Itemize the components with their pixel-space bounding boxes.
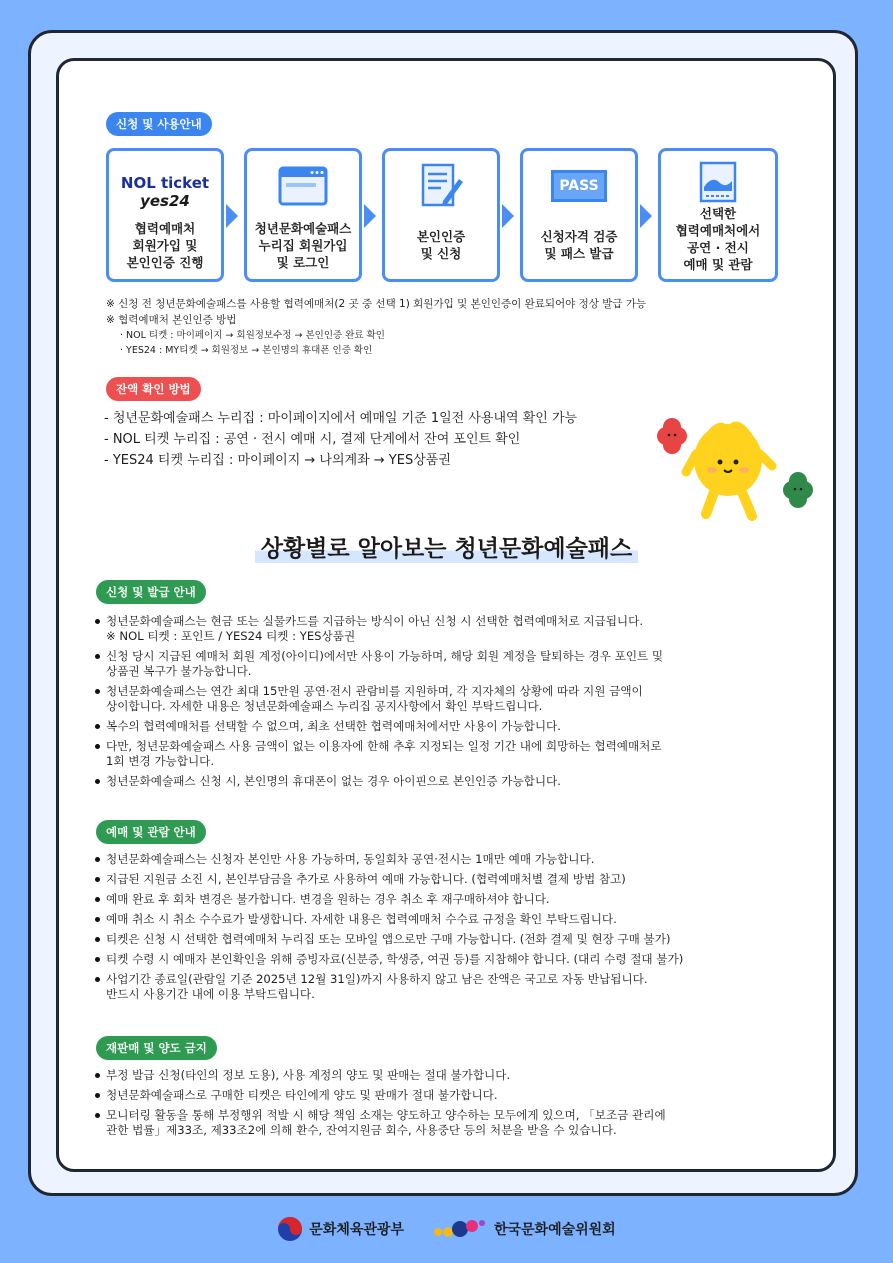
resale-list <box>94 1068 784 1143</box>
mascot-illustration <box>648 410 820 530</box>
sub-note-line: · NOL 티켓 : 마이페이지 → 회원정보수정 → 본인인증 완료 확인 <box>120 330 385 341</box>
ticket-image-icon <box>661 159 775 205</box>
process-steps <box>106 148 778 284</box>
list-item: 예매 취소 시 취소 수수료가 발생합니다. 자세한 내용은 협력예매처 수수료 규정을 확인 부탁드립니다. <box>94 912 784 927</box>
balance-item: - YES24 티켓 누리집 : 마이페이지 → 나의계좌 → YES상품권 <box>104 453 451 468</box>
green-flower-icon <box>783 472 813 508</box>
red-flower-icon <box>657 418 687 454</box>
list-item: 복수의 협력예매처를 선택할 수 없으며, 최초 선택한 협력예매처에서만 사용이 가능합니다. <box>94 719 784 734</box>
arko-logo <box>432 1218 616 1240</box>
section-title-balance: 잔액 확인 방법 <box>106 377 201 401</box>
list-item: 신청 당시 지급된 예매처 회원 계정(아이디)에서만 사용이 가능하며, 해당 회원 계정을 탈퇴하는 경우 포인트 및 상품권 복구가 불가능합니다. <box>94 649 784 679</box>
list-item: 다만, 청년문화예술패스 사용 금액이 없는 이용자에 한해 추후 지정되는 일정 기간 내에 희망하는 협력예매처로 1회 변경 가능합니다. <box>94 739 784 769</box>
arko-name: 한국문화예술위원회 <box>493 1222 616 1238</box>
main-title-text: 상황별로 알아보는 청년문화예술패스 <box>255 530 639 563</box>
arko-dots-icon <box>432 1218 488 1240</box>
mcst-name: 문화체육관광부 <box>309 1222 404 1238</box>
sub-note-line: · YES24 : MY티켓 → 회원정보 → 본인명의 휴대폰 인증 확인 <box>120 345 373 356</box>
list-item: 청년문화예술패스는 현금 또는 실물카드를 지급하는 방식이 아닌 신청 시 선택한 협력예매처로 지급됩니다. ※ NOL 티켓 : 포인트 / YES24 티켓 : YES상품권 <box>94 614 784 644</box>
note-line: ※ 협력예매처 본인인증 방법 <box>106 314 237 326</box>
list-item: 모니터링 활동을 통해 부정행위 적발 시 해당 책임 소재는 양도하고 양수하는 모두에게 있으며, 「보조금 관리에 관한 법률」제33조, 제33조2에 의해 환수, 잔여지원금 회수, 사용중단 등의 처분을 받을 수 있습니다. <box>94 1108 784 1138</box>
nol-yes24-logo <box>109 169 221 215</box>
balance-list <box>104 408 577 471</box>
step-arrow-icon <box>640 204 652 228</box>
footer-logos <box>0 1214 893 1244</box>
step-5-card <box>658 148 778 282</box>
list-item: 티켓 수령 시 예매자 본인확인을 위해 증빙자료(신분증, 학생증, 여권 등)를 지참해야 합니다. (대리 수령 절대 불가) <box>94 952 784 967</box>
document-pen-icon <box>385 163 497 209</box>
step-1-card <box>106 148 224 282</box>
booking-list <box>94 852 784 1007</box>
section-title-apply-guide: 신청 및 사용안내 <box>106 112 212 136</box>
step-arrow-icon <box>502 204 514 228</box>
section-title-resale: 재판매 및 양도 금지 <box>96 1036 217 1060</box>
list-item: 지급된 지원금 소진 시, 본인부담금을 추가로 사용하여 예매 가능합니다. (협력예매처별 결제 방법 참고) <box>94 872 784 887</box>
step-2-label: 청년문화예술패스 누리집 회원가입 및 로그인 <box>254 220 352 270</box>
balance-item: - 청년문화예술패스 누리집 : 마이페이지에서 예매일 기준 1일전 사용내역 확인 가능 <box>104 411 578 426</box>
step-2-card <box>244 148 362 282</box>
main-title <box>0 530 893 563</box>
step-3-label: 본인인증 및 신청 <box>416 229 466 261</box>
step-3-card <box>382 148 500 282</box>
list-item: 사업기간 종료일(관람일 기준 2025년 12월 31일)까지 사용하지 않고 남은 잔액은 국고로 자동 반납됩니다. 반드시 사용기간 내에 이용 부탁드립니다. <box>94 972 784 1002</box>
note-line: ※ 신청 전 청년문화예술패스를 사용할 협력예매처(2 곳 중 선택 1) 회원가입 및 본인인증이 완료되어야 정상 발급 가능 <box>106 298 647 310</box>
yes24-logo-text: yes24 <box>140 191 190 210</box>
section-title-booking: 예매 및 관람 안내 <box>96 820 206 844</box>
browser-window-icon <box>247 163 359 209</box>
step-4-label: 신청자격 검증 및 패스 발급 <box>540 229 618 261</box>
mcst-logo <box>277 1216 404 1242</box>
apply-notes <box>106 296 646 358</box>
yellow-character-icon <box>686 422 772 517</box>
list-item: 청년문화예술패스 신청 시, 본인명의 휴대폰이 없는 경우 아이핀으로 본인인증 가능합니다. <box>94 774 784 789</box>
list-item: 부정 발급 신청(타인의 정보 도용), 사용 계정의 양도 및 판매는 절대 불가합니다. <box>94 1068 784 1083</box>
section-title-issue: 신청 및 발급 안내 <box>96 580 206 604</box>
list-item: 티켓은 신청 시 선택한 협력예매처 누리집 또는 모바일 앱으로만 구매 가능합니다. (전화 결제 및 현장 구매 불가) <box>94 932 784 947</box>
taegeuk-icon <box>277 1216 303 1242</box>
pass-text: PASS <box>551 170 607 202</box>
step-arrow-icon <box>226 204 238 228</box>
issue-list <box>94 614 784 794</box>
nol-ticket-logo-text: NOL ticket <box>120 173 210 192</box>
list-item: 청년문화예술패스로 구매한 티켓은 타인에게 양도 및 판매가 절대 불가합니다. <box>94 1088 784 1103</box>
list-item: 청년문화예술패스는 신청자 본인만 사용 가능하며, 동일회차 공연·전시는 1매만 예매 가능합니다. <box>94 852 784 867</box>
step-1-label: 협력예매처 회원가입 및 본인인증 진행 <box>126 220 204 270</box>
step-5-label: 선택한 협력예매처에서 공연 · 전시 예매 및 관람 <box>675 206 761 272</box>
balance-item: - NOL 티켓 누리집 : 공연 · 전시 예매 시, 결제 단계에서 잔여 포인트 확인 <box>104 432 521 447</box>
step-4-card <box>520 148 638 282</box>
pass-card-icon <box>523 163 635 209</box>
list-item: 예매 완료 후 회차 변경은 불가합니다. 변경을 원하는 경우 취소 후 재구매하셔야 합니다. <box>94 892 784 907</box>
list-item: 청년문화예술패스는 연간 최대 15만원 공연·전시 관람비를 지원하며, 각 지자체의 상황에 따라 지원 금액이 상이합니다. 자세한 내용은 청년문화예술패스 누리집 공지사항에서 확인 부탁드립니다. <box>94 684 784 714</box>
step-arrow-icon <box>364 204 376 228</box>
